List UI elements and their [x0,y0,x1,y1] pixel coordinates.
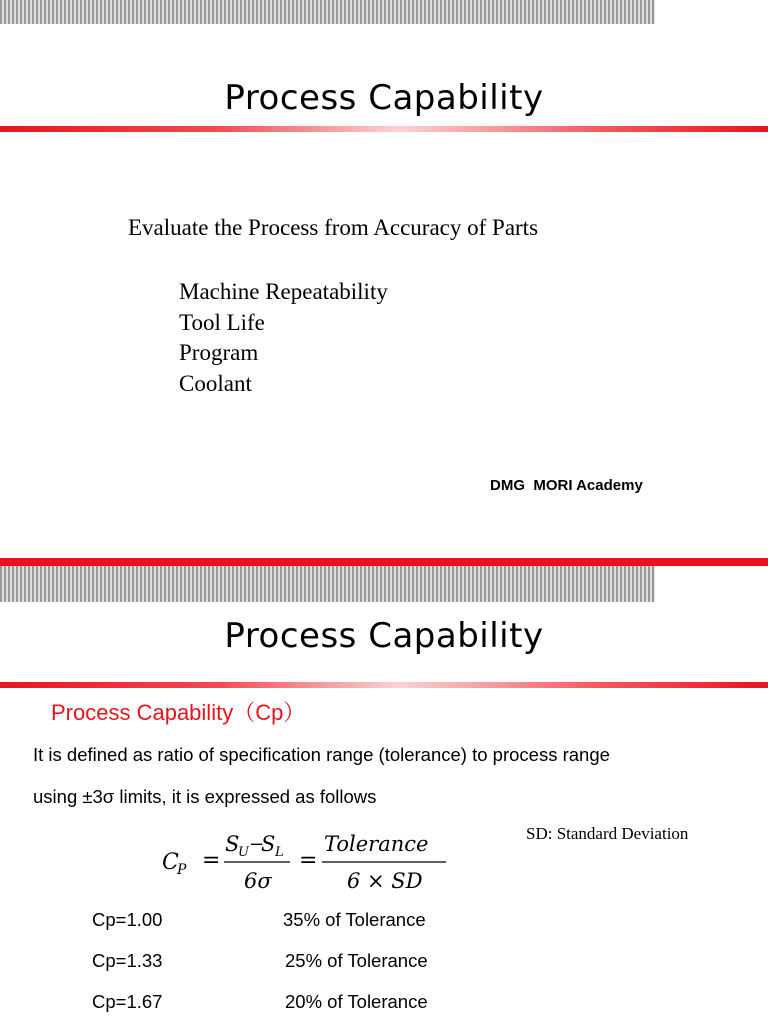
cp-formula [158,824,458,894]
list-item: Program [179,340,259,365]
tolerance-percent: 25% of Tolerance [285,950,428,971]
formula-lhs-sub: P [177,862,187,878]
formula-su-sub: U [238,845,249,860]
tolerance-percent: 20% of Tolerance [285,991,428,1012]
formula-tolerance: Tolerance [324,832,429,856]
formula-minus: − [249,834,265,855]
sd-note: SD: Standard Deviation [526,824,689,843]
formula-lhs: C [162,850,179,875]
list-item: Coolant [179,370,252,396]
slide-1-title: Process Capability [224,78,544,118]
formula-6sd: 6 × SD [347,869,423,893]
header-hatch-bar [0,566,655,602]
cp-value: Cp=1.00 [92,909,163,930]
title-underline [0,682,768,688]
lead-text: Evaluate the Process from Accuracy of Parts [128,215,539,240]
slide-2 [0,566,768,1024]
cp-value: Cp=1.33 [92,950,163,971]
definition-line-1: It is defined as ratio of specification range (tolerance) to process range [33,744,610,765]
section-heading: Process Capability（Cp） [51,700,306,725]
brand-footer: DMG MORI Academy [490,477,643,494]
equals-sign: = [202,848,221,873]
equals-sign: = [299,848,318,873]
cp-value: Cp=1.67 [92,991,163,1012]
factor-list [179,277,388,399]
formula-su: S [225,832,240,856]
slide-2-title: Process Capability [224,616,544,656]
list-item: Tool Life [179,309,265,335]
header-hatch-bar [0,0,655,24]
formula-sl-sub: L [275,845,284,860]
title-underline [0,126,768,132]
list-item: Machine Repeatability [179,279,388,304]
formula-6sigma: 6σ [244,869,272,893]
formula-sl: S [261,832,276,856]
tolerance-percent: 35% of Tolerance [283,909,426,930]
definition-line-2: using ±3σ limits, it is expressed as follows [33,786,377,807]
